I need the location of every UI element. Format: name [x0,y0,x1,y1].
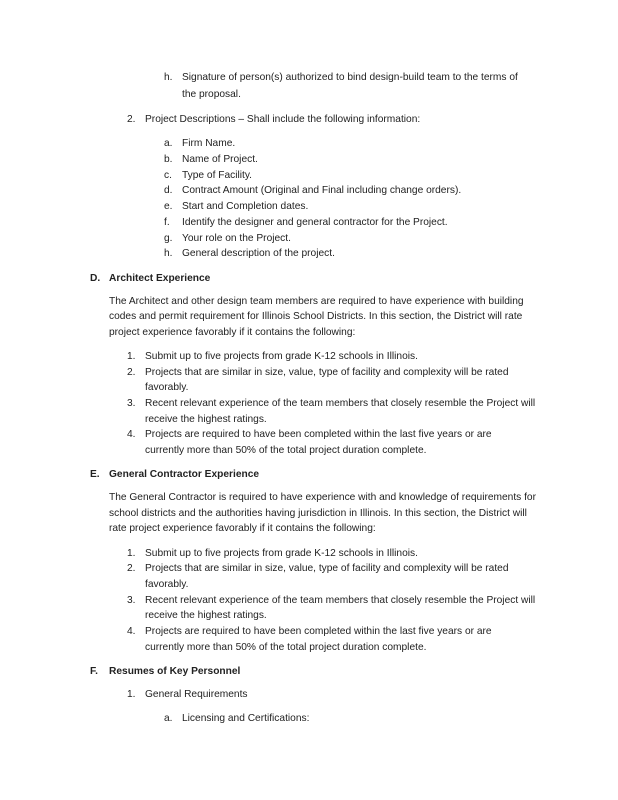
list-item-text: Your role on the Project. [182,233,291,244]
list-item-text: Submit up to five projects from grade K-12 schools in Illinois. [145,548,418,559]
list-marker: e. [164,201,173,212]
list-marker: c. [164,170,172,181]
section-title: Architect Experience [109,273,211,284]
section-title: Resumes of Key Personnel [109,666,241,677]
list-item-text: Firm Name. [182,138,236,149]
list-marker: 2. [127,563,136,574]
list-marker: b. [164,154,173,165]
list-item-text: Recent relevant experience of the team members that closely resemble the Project will [145,595,536,606]
list-item-text: Identify the designer and general contractor for the Project. [182,217,448,228]
list-marker: 3. [127,595,136,606]
list-marker: 1. [127,689,136,700]
list-heading: Project Descriptions – Shall include the following information: [145,114,421,125]
list-item-text: favorably. [145,579,189,590]
list-marker: 1. [127,548,136,559]
paragraph-line: The General Contractor is required to have experience with and knowledge of requirements for [109,492,536,503]
list-item-text: Signature of person(s) authorized to bind design-build team to the terms of [182,72,518,83]
section-letter: D. [90,273,101,284]
list-item-text: Start and Completion dates. [182,201,309,212]
list-item-text: the proposal. [182,89,241,100]
section-letter: F. [90,666,98,677]
list-marker: a. [164,713,173,724]
list-marker: 4. [127,429,136,440]
list-marker: 4. [127,626,136,637]
list-marker: 2. [127,114,136,125]
paragraph-line: rate project experience favorably if it contains the following: [109,523,376,534]
list-item-text: Contract Amount (Original and Final including change orders). [182,185,462,196]
list-item-text: Projects that are similar in size, value, type of facility and complexity will be rated [145,367,509,378]
list-marker: 2. [127,367,136,378]
list-item-text: Recent relevant experience of the team members that closely resemble the Project will [145,398,536,409]
list-heading: General Requirements [145,689,248,700]
paragraph-line: project experience favorably if it contains the following: [109,327,356,338]
list-item-text: Licensing and Certifications: [182,713,310,724]
section-title: General Contractor Experience [109,469,260,480]
paragraph-line: codes and permit requirement for Illinois School Districts. In this section, the District will rate [109,311,523,322]
list-item-text: Projects are required to have been completed within the last five years or are [145,626,492,637]
list-item-text: currently more than 50% of the total project duration complete. [145,642,427,653]
paragraph-line: school districts and the authorities having jurisdiction in Illinois. In this section, the District will [109,508,527,519]
list-item-text: Type of Facility. [182,170,253,181]
list-marker: 3. [127,398,136,409]
list-item-text: Projects are required to have been completed within the last five years or are [145,429,492,440]
list-item-text: Submit up to five projects from grade K-12 schools in Illinois. [145,351,418,362]
list-marker: 1. [127,351,136,362]
list-item-text: receive the highest ratings. [145,414,267,425]
list-item-text: Projects that are similar in size, value, type of facility and complexity will be rated [145,563,509,574]
list-item-text: favorably. [145,382,189,393]
list-item-text: receive the highest ratings. [145,610,267,621]
list-marker: d. [164,185,173,196]
list-item-text: currently more than 50% of the total project duration complete. [145,445,427,456]
list-marker: h. [164,248,173,259]
section-letter: E. [90,469,100,480]
list-item-text: General description of the project. [182,248,335,259]
paragraph-line: The Architect and other design team members are required to have experience with building [109,296,524,307]
list-item-text: Name of Project. [182,154,258,165]
list-marker: h. [164,72,173,83]
list-marker: a. [164,138,173,149]
list-marker: g. [164,233,173,244]
list-marker: f. [164,217,170,228]
